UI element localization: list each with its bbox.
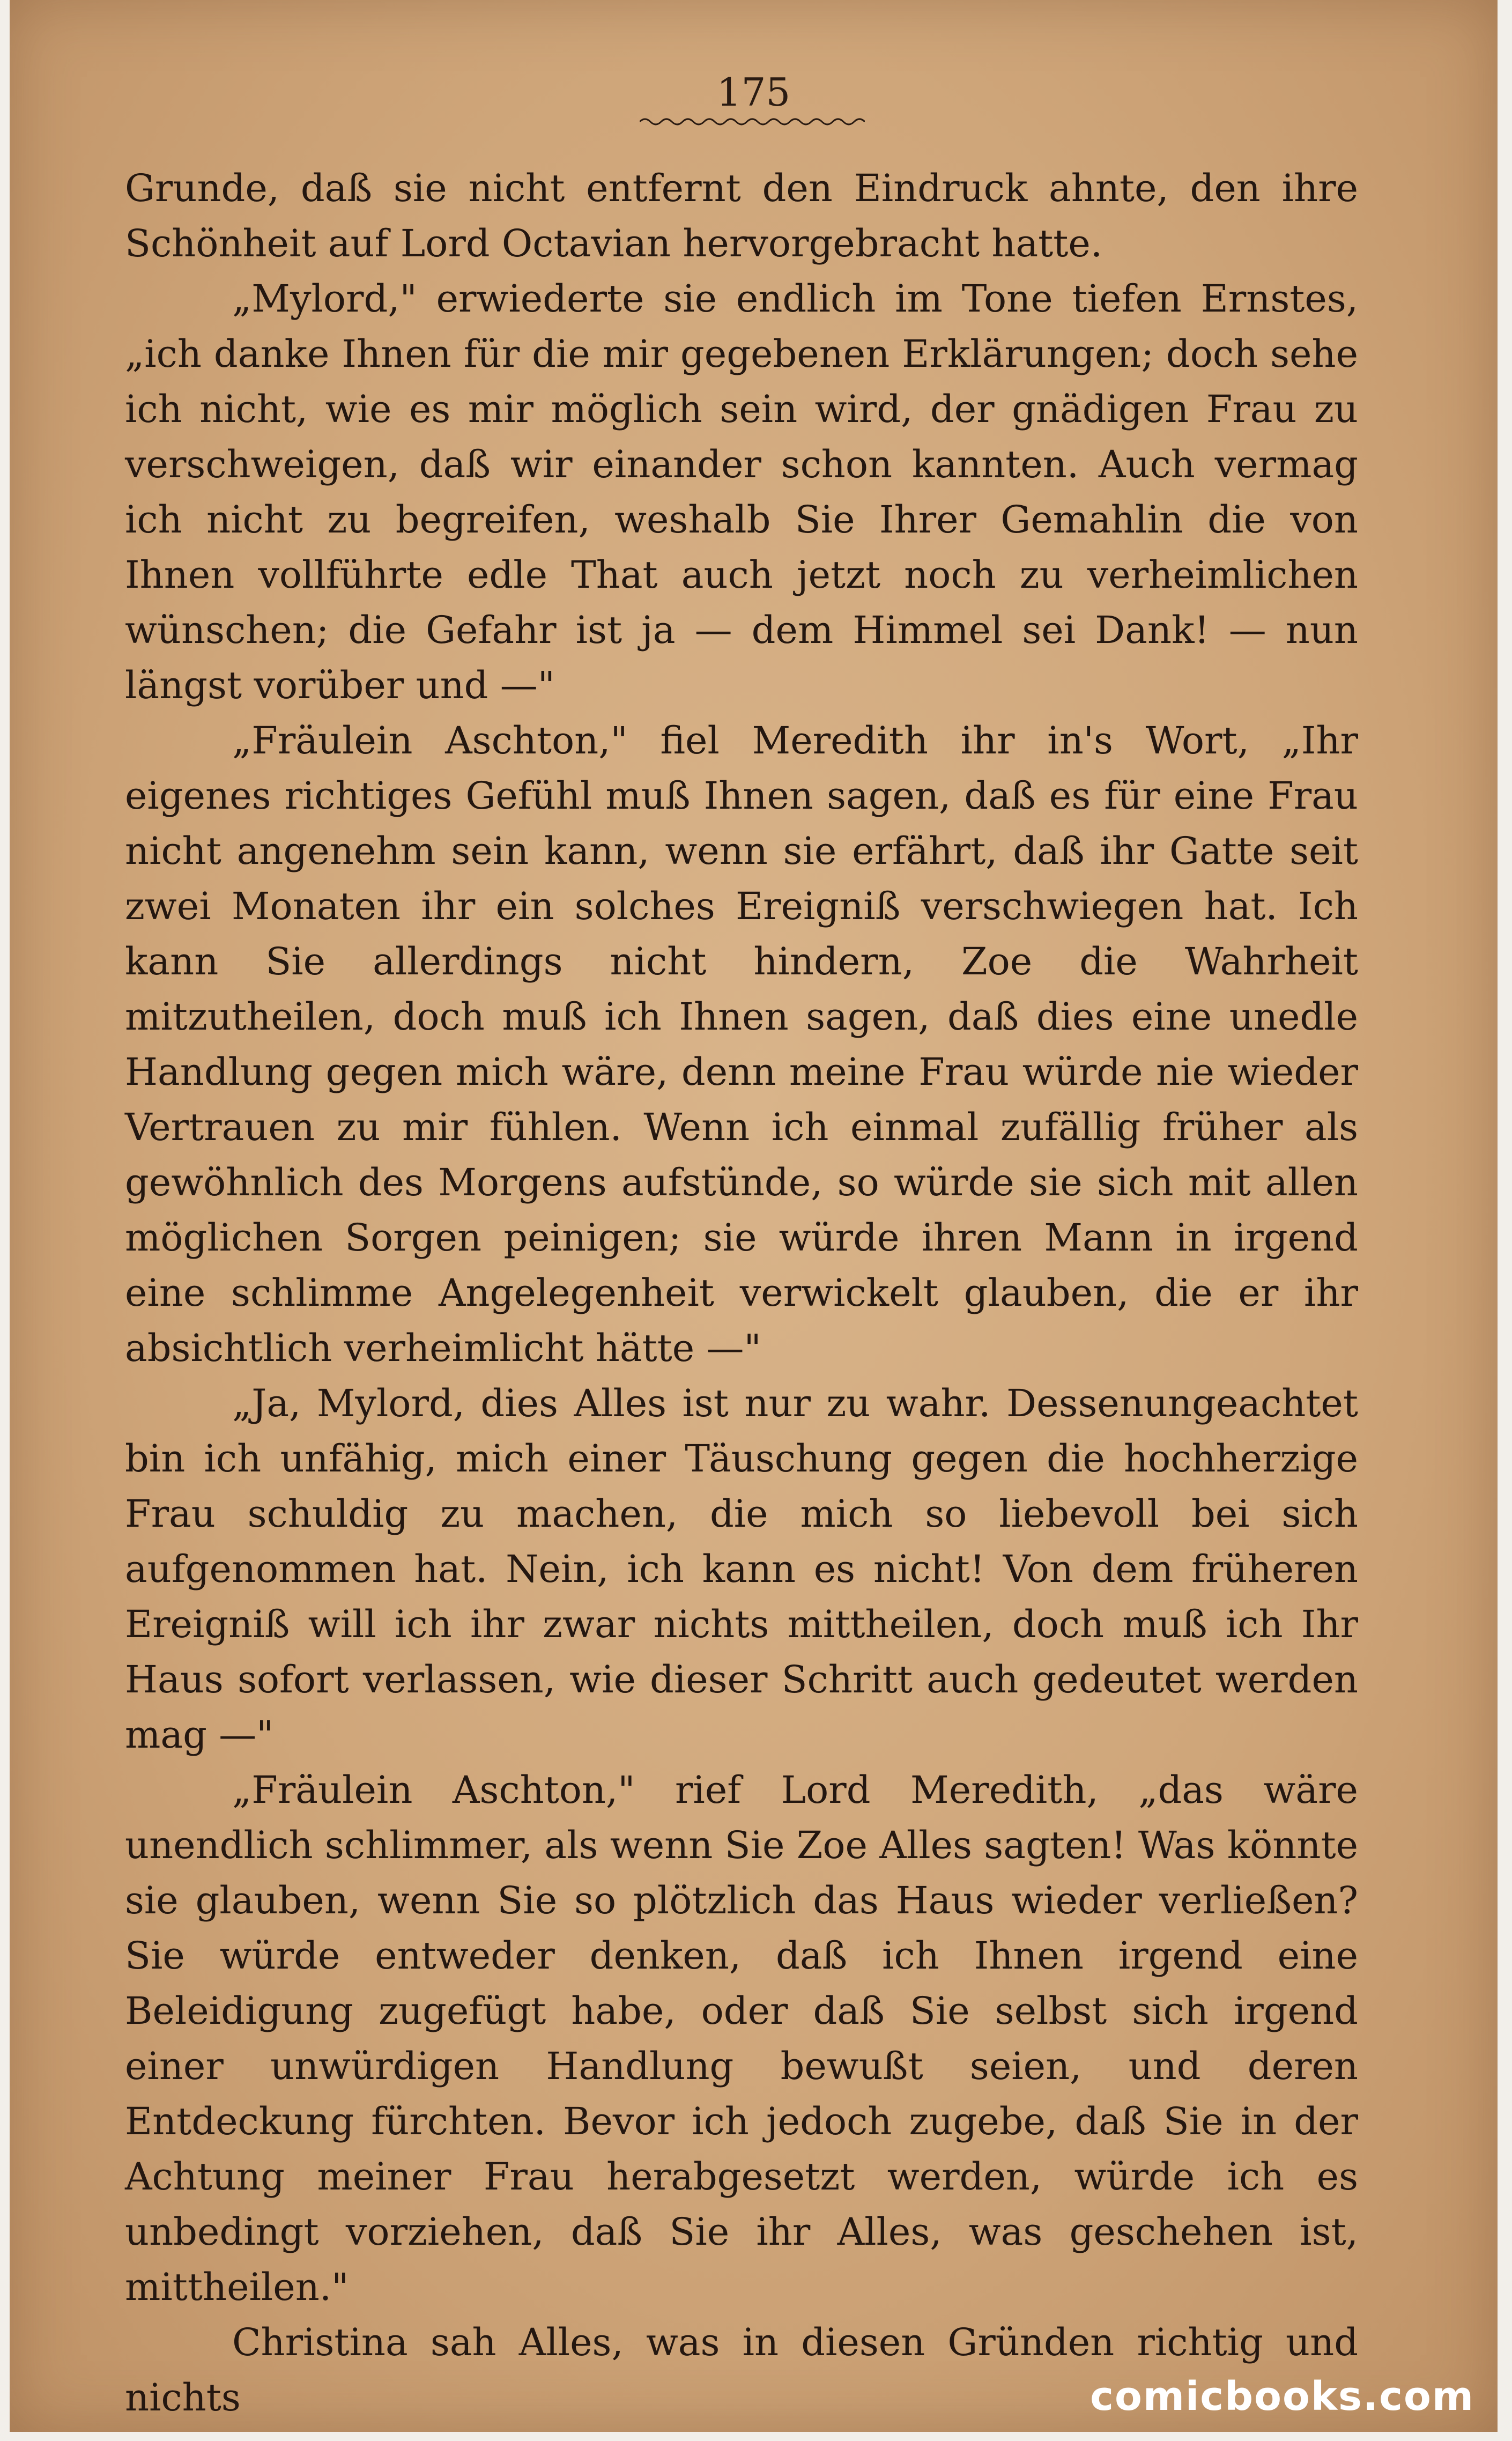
paragraph: „Ja, Mylord, dies Alles ist nur zu wahr. Dessenungeachtet bin ich unfähig, mich einer Täuschung gegen die hochherzige Frau schuldig zu machen, die mich so liebevoll bei sich aufgenommen hat. Nein, ich kann es nicht! Von dem früheren Ereigniß will ich ihr zwar nichts mittheilen, doch muß ich Ihr Haus sofort verlassen, wie dieser Schritt auch gedeutet werden mag —": [125, 1381, 1358, 1757]
paragraph: „Fräulein Aschton," rief Lord Meredith, „das wäre unendlich schlimmer, als wenn Sie Zoe Alles sagten! Was könnte sie glauben, wenn Sie so plötzlich das Haus wieder verließen? Sie würde entweder denken, daß ich Ihnen irgend eine Beleidigung zugefügt habe, oder daß Sie selbst sich irgend einer unwürdigen Handlung bewußt seien, und deren Entdeckung fürchten. Bevor ich jedoch zugebe, daß Sie in der Achtung meiner Frau herabgesetzt werden, würde ich es unbedingt vorziehen, daß Sie ihr Alles, was geschehen ist, mittheilen.": [125, 1768, 1358, 2309]
paragraph: „Fräulein Aschton," fiel Meredith ihr in's Wort, „Ihr eigenes richtiges Gefühl muß Ihnen sagen, daß es für eine Frau nicht angenehm sein kann, wenn sie erfährt, daß ihr Gatte seit zwei Monaten ihr ein solches Ereigniß verschwiegen hat. Ich kann Sie allerdings nicht hindern, Zoe die Wahrheit mitzutheilen, doch muß ich Ihnen sagen, daß dies eine unedle Handlung gegen mich wäre, denn meine Frau würde nie wieder Vertrauen zu mir fühlen. Wenn ich einmal zufällig früher als gewöhnlich des Morgens aufstünde, so würde sie sich mit allen möglichen Sorgen peinigen; sie würde ihren Mann in irgend eine schlimme Angelegenheit verwickelt glauben, die er ihr absichtlich verheimlicht hätte —": [125, 719, 1358, 1370]
page-number: 175: [716, 70, 791, 115]
paragraph: Christina sah Alles, was in diesen Gründen richtig und nichts: [125, 2320, 1358, 2420]
decorative-rule: [640, 114, 865, 130]
book-page: [10, 0, 1498, 2432]
body-text: [125, 161, 1358, 2425]
paragraph: „Mylord," erwiederte sie endlich im Tone tiefen Ernstes, „ich danke Ihnen für die mir gegebenen Erklärungen; doch sehe ich nicht, wie es mir möglich sein wird, der gnädigen Frau zu verschweigen, daß wir einander schon kannten. Auch vermag ich nicht zu begreifen, weshalb Sie Ihrer Gemahlin die von Ihnen vollführte edle That auch jetzt noch zu verheimlichen wünschen; die Gefahr ist ja — dem Himmel sei Dank! — nun längst vorüber und —": [125, 277, 1358, 707]
paragraph: Grunde, daß sie nicht entfernt den Eindruck ahnte, den ihre Schönheit auf Lord Octavian hervorgebracht hatte.: [125, 166, 1358, 265]
watermark: comicbooks.com: [1090, 2373, 1474, 2420]
